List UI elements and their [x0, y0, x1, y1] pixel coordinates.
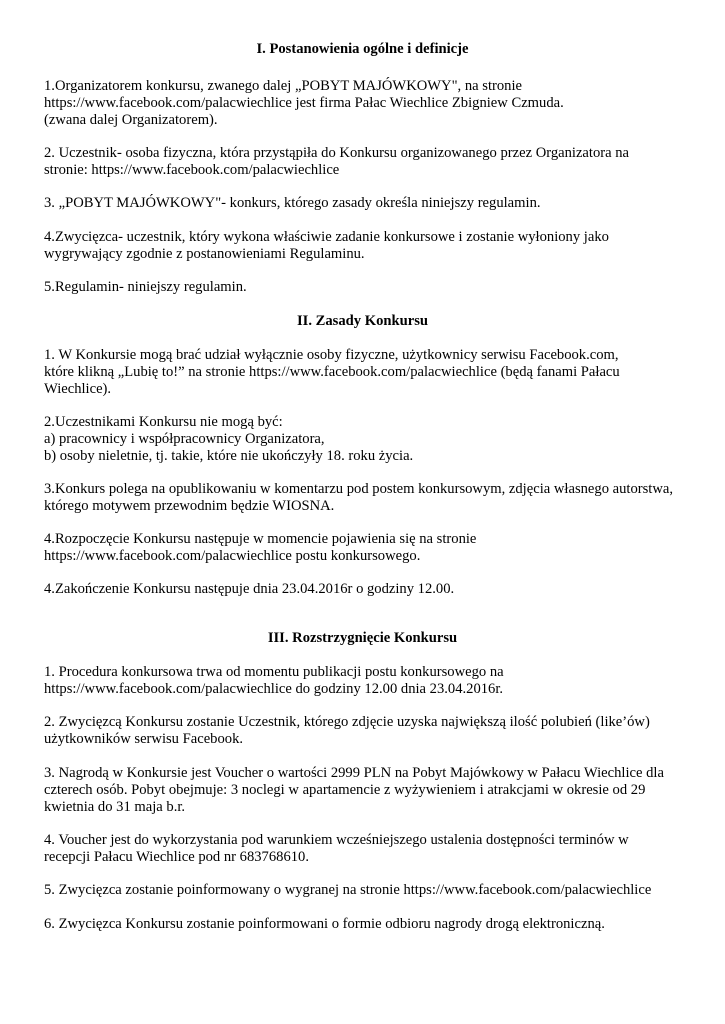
paragraph	[44, 832, 694, 866]
paragraph	[44, 414, 694, 465]
paragraph	[44, 481, 694, 515]
text-line: użytkowników serwisu Facebook.	[44, 731, 244, 747]
text-line: 3.Konkurs polega na opublikowaniu w komentarzu pod postem konkursowym, zdjęcia własnego autorstwa,	[44, 481, 674, 497]
paragraph	[44, 581, 694, 598]
text-line: które klikną „Lubię to!” na stronie https://www.facebook.com/palacwiechlice (będą fanami Pałacu	[44, 364, 620, 380]
text-line: https://www.facebook.com/palacwiechlice jest firma Pałac Wiechlice Zbigniew Czmuda.	[44, 95, 564, 111]
section-heading: III. Rozstrzygnięcie Konkursu	[267, 630, 458, 646]
text-line: 4. Voucher jest do wykorzystania pod warunkiem wcześniejszego ustalenia dostępności terminów w	[44, 832, 629, 848]
text-line: czterech osób. Pobyt obejmuje: 3 noclegi w apartamencie z wyżywieniem i atrakcjami w okresie od 29	[44, 782, 646, 798]
text-line: kwietnia do 31 maja b.r.	[44, 799, 186, 815]
text-line: a) pracownicy i współpracownicy Organizatora,	[44, 431, 325, 447]
paragraph	[44, 882, 694, 899]
text-line: Wiechlice).	[44, 381, 112, 397]
text-line: 2.Uczestnikami Konkursu nie mogą być:	[44, 414, 283, 430]
text-line: wygrywający zgodnie z postanowieniami Regulaminu.	[44, 246, 365, 262]
text-line: recepcji Pałacu Wiechlice pod nr 683768610.	[44, 849, 309, 865]
text-line: 1.Organizatorem konkursu, zwanego dalej „POBYT MAJÓWKOWY", na stronie	[44, 78, 522, 94]
paragraph	[44, 714, 694, 748]
text-line: 1. W Konkursie mogą brać udział wyłącznie osoby fizyczne, użytkownicy serwisu Facebook.com,	[44, 347, 619, 363]
text-line: 2. Uczestnik- osoba fizyczna, która przystąpiła do Konkursu organizowanego przez Organizatora na	[44, 145, 630, 161]
paragraph	[44, 195, 694, 212]
paragraph	[44, 78, 694, 129]
text-line: (zwana dalej Organizatorem).	[44, 112, 218, 128]
text-line: 2. Zwycięzcą Konkursu zostanie Uczestnik, którego zdjęcie uzyska największą ilość polubień (like’ów)	[44, 714, 650, 730]
paragraph	[44, 765, 694, 816]
text-line: https://www.facebook.com/palacwiechlice do godziny 12.00 dnia 23.04.2016r.	[44, 681, 504, 697]
paragraph	[44, 279, 694, 296]
text-line: b) osoby nieletnie, tj. takie, które nie ukończyły 18. roku życia.	[44, 448, 414, 464]
section-heading: I. Postanowienia ogólne i definicje	[256, 41, 469, 57]
paragraph	[44, 664, 694, 698]
text-line: 5.Regulamin- niniejszy regulamin.	[44, 279, 247, 295]
paragraph	[44, 916, 694, 933]
text-line: 3. Nagrodą w Konkursie jest Voucher o wartości 2999 PLN na Pobyt Majówkowy w Pałacu Wiechlice dla	[44, 765, 664, 781]
paragraph	[44, 531, 694, 565]
section-heading: II. Zasady Konkursu	[297, 313, 428, 329]
paragraph	[44, 347, 694, 398]
text-line: 4.Zakończenie Konkursu następuje dnia 23.04.2016r o godziny 12.00.	[44, 581, 455, 597]
text-line: 6. Zwycięzca Konkursu zostanie poinformowani o formie odbioru nagrody drogą elektroniczną.	[44, 916, 605, 932]
text-line: https://www.facebook.com/palacwiechlice postu konkursowego.	[44, 548, 421, 564]
text-line: którego motywem przewodnim będzie WIOSNA.	[44, 498, 335, 514]
text-line: 4.Rozpoczęcie Konkursu następuje w momencie pojawienia się na stronie	[44, 531, 477, 547]
paragraph	[44, 229, 694, 263]
text-line: 5. Zwycięzca zostanie poinformowany o wygranej na stronie https://www.facebook.com/palacwiechlice	[44, 882, 652, 898]
text-line: 4.Zwycięzca- uczestnik, który wykona właściwie zadanie konkursowe i zostanie wyłoniony jako	[44, 229, 609, 245]
text-line: 3. „POBYT MAJÓWKOWY"- konkurs, którego zasady określa niniejszy regulamin.	[44, 195, 541, 211]
text-line: stronie: https://www.facebook.com/palacwiechlice	[44, 162, 340, 178]
paragraph	[44, 145, 694, 179]
text-line: 1. Procedura konkursowa trwa od momentu publikacji postu konkursowego na	[44, 664, 504, 680]
